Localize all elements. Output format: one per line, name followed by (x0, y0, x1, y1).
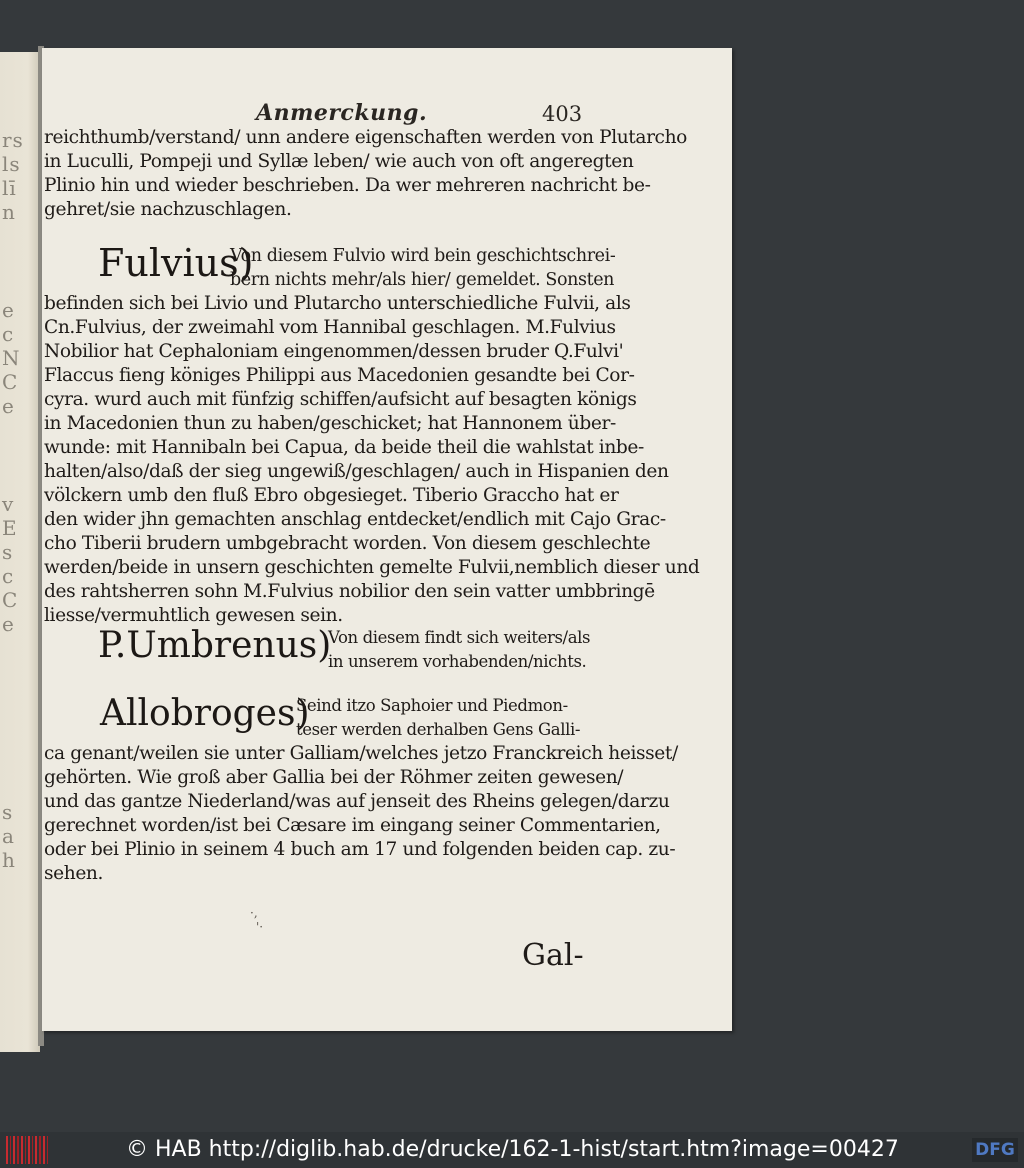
text-line: gerechnet worden/ist bei Cæsare im eingang seiner Commentarien, (44, 815, 661, 836)
text-line: cyra. wurd auch mit fünfzig schiffen/aufsicht auf besagten königs (44, 389, 637, 410)
text-line: gehret/sie nachzuschlagen. (44, 199, 292, 220)
footer-bar (0, 1132, 1024, 1168)
entry-heading-fulvius: Fulvius) (98, 241, 254, 285)
text-line: ca genant/weilen sie unter Galliam/welches jetzo Franckreich heisset/ (44, 743, 678, 764)
entry-heading-umbrenus: P.Umbrenus) (98, 625, 332, 666)
text-line: liesse/vermuhtlich gewesen sein. (44, 605, 343, 626)
text-line: in unserem vorhabenden/nichts. (328, 652, 587, 671)
text-line: sehen. (44, 863, 104, 884)
text-line: befinden sich bei Livio und Plutarcho unterschiedliche Fulvii, als (44, 293, 631, 314)
text-line: Von diesem Fulvio wird bein geschichtschrei- (230, 246, 616, 266)
text-line: Von diesem findt sich weiters/als (328, 628, 591, 647)
text-line: den wider jhn gemachten anschlag entdecket/endlich mit Cajo Grac- (44, 509, 666, 530)
text-line: Nobilior hat Cephaloniam eingenommen/dessen bruder Q.Fulvi' (44, 341, 624, 362)
text-line: reichthumb/verstand/ unn andere eigenschaften werden von Plutarcho (44, 127, 687, 148)
hab-barcode-logo-icon (6, 1136, 48, 1164)
ink-speck: ·, (250, 906, 258, 920)
entry-heading-allobroges: Allobroges) (100, 693, 310, 734)
text-line: Cn.Fulvius, der zweimahl vom Hannibal geschlagen. M.Fulvius (44, 317, 616, 338)
previous-page-edge: rs ls lī n e c N C e v E s c C e s a h (0, 52, 40, 1052)
text-line: teser werden derhalben Gens Galli- (296, 720, 580, 739)
page-number: 403 (542, 102, 583, 126)
text-line: und das gantze Niederland/was auf jenseit des Rheins gelegen/darzu (44, 791, 670, 812)
text-line: Flaccus fieng königes Philippi aus Macedonien gesandte bei Cor- (44, 365, 635, 386)
text-line: cho Tiberii brudern umbgebracht worden. Von diesem geschlechte (44, 533, 651, 554)
text-line: in Luculli, Pompeji und Syllæ leben/ wie auch von oft angeregten (44, 151, 634, 172)
text-line: halten/also/daß der sieg ungewiß/geschlagen/ auch in Hispanien den (44, 461, 669, 482)
dfg-logo-icon: DFG (972, 1138, 1018, 1162)
book-page (42, 48, 732, 1031)
ink-speck: '· (256, 920, 264, 934)
text-line: Seind itzo Saphoier und Piedmon- (296, 696, 568, 715)
running-header: Anmerckung. (256, 100, 428, 126)
text-line: völckern umb den fluß Ebro obgesieget. Tiberio Graccho hat er (44, 485, 619, 506)
catchword: Gal- (522, 938, 584, 973)
text-line: des rahtsherren sohn M.Fulvius nobilior den sein vatter umbbringē (44, 581, 655, 602)
text-line: bern nichts mehr/als hier/ gemeldet. Sonsten (230, 270, 615, 290)
text-line: wunde: mit Hannibaln bei Capua, da beide theil die wahlstat inbe- (44, 437, 644, 458)
text-line: in Macedonien thun zu haben/geschicket; hat Hannonem über- (44, 413, 616, 434)
copyright-url[interactable]: © HAB http://diglib.hab.de/drucke/162-1-hist/start.htm?image=00427 (126, 1137, 899, 1162)
text-line: Plinio hin und wieder beschrieben. Da wer mehreren nachricht be- (44, 175, 651, 196)
text-line: gehörten. Wie groß aber Gallia bei der Röhmer zeiten gewesen/ (44, 767, 624, 788)
text-line: oder bei Plinio in seinem 4 buch am 17 und folgenden beiden cap. zu- (44, 839, 676, 860)
text-line: werden/beide in unsern geschichten gemelte Fulvii,nemblich dieser und (44, 557, 700, 578)
